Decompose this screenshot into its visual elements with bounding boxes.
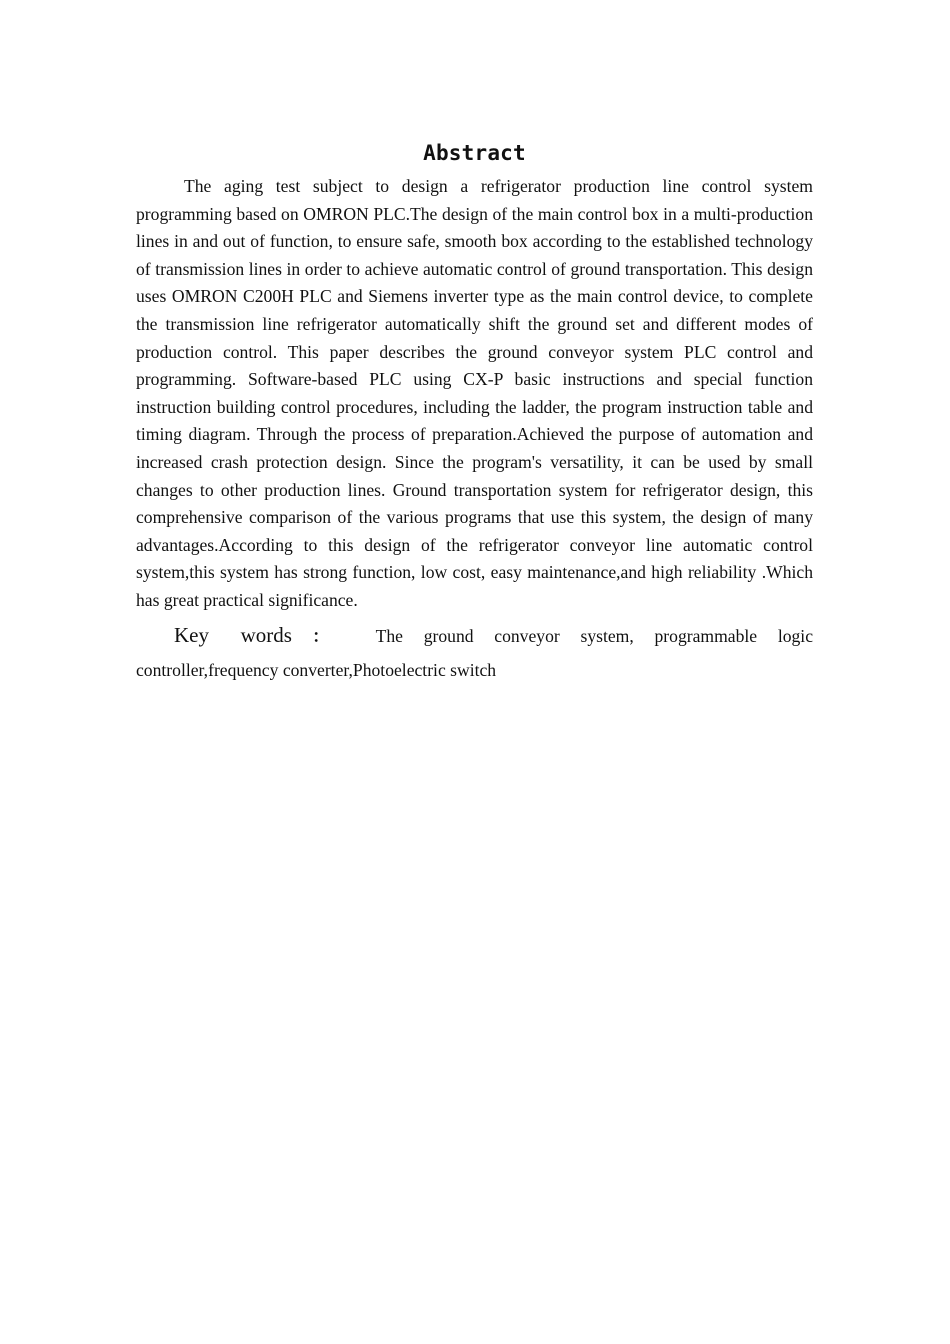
keywords-colon: ： xyxy=(295,626,346,647)
keywords-paragraph xyxy=(136,619,813,687)
abstract-body: The aging test subject to design a refrigerator production line control system programming based on OMRON PLC.The design of the main control box in a multi-production lines in and out of function, to ensure safe, smooth box according to the established technology of transmission lines in order to achieve automatic control of ground transportation. This design uses OMRON C200H PLC and Siemens inverter type as the main control device, to complete the transmission line refrigerator automatically shift the ground set and different modes of production control. This paper describes the ground conveyor system PLC control and programming. Software-based PLC using CX-P basic instructions and special function instruction building control procedures, including the ladder, the program instruction table and timing diagram. Through the process of preparation.Achieved the purpose of automation and increased crash protection design. Since the program's versatility, it can be used by small changes to other production lines. Ground transportation system for refrigerator design, this comprehensive comparison of the various programs that use this system, the design of many advantages.According to this design of the refrigerator conveyor line automatic control system,this system has strong function, low cost, easy maintenance,and high reliability .Which has great practical significance. xyxy=(136,176,813,610)
abstract-title: Abstract xyxy=(423,141,526,165)
keywords-label: Key words xyxy=(174,622,292,647)
abstract-section xyxy=(136,137,813,687)
keywords-text: The ground conveyor system, programmable logic controller,frequency converter,Photoelectric switch xyxy=(136,625,813,680)
